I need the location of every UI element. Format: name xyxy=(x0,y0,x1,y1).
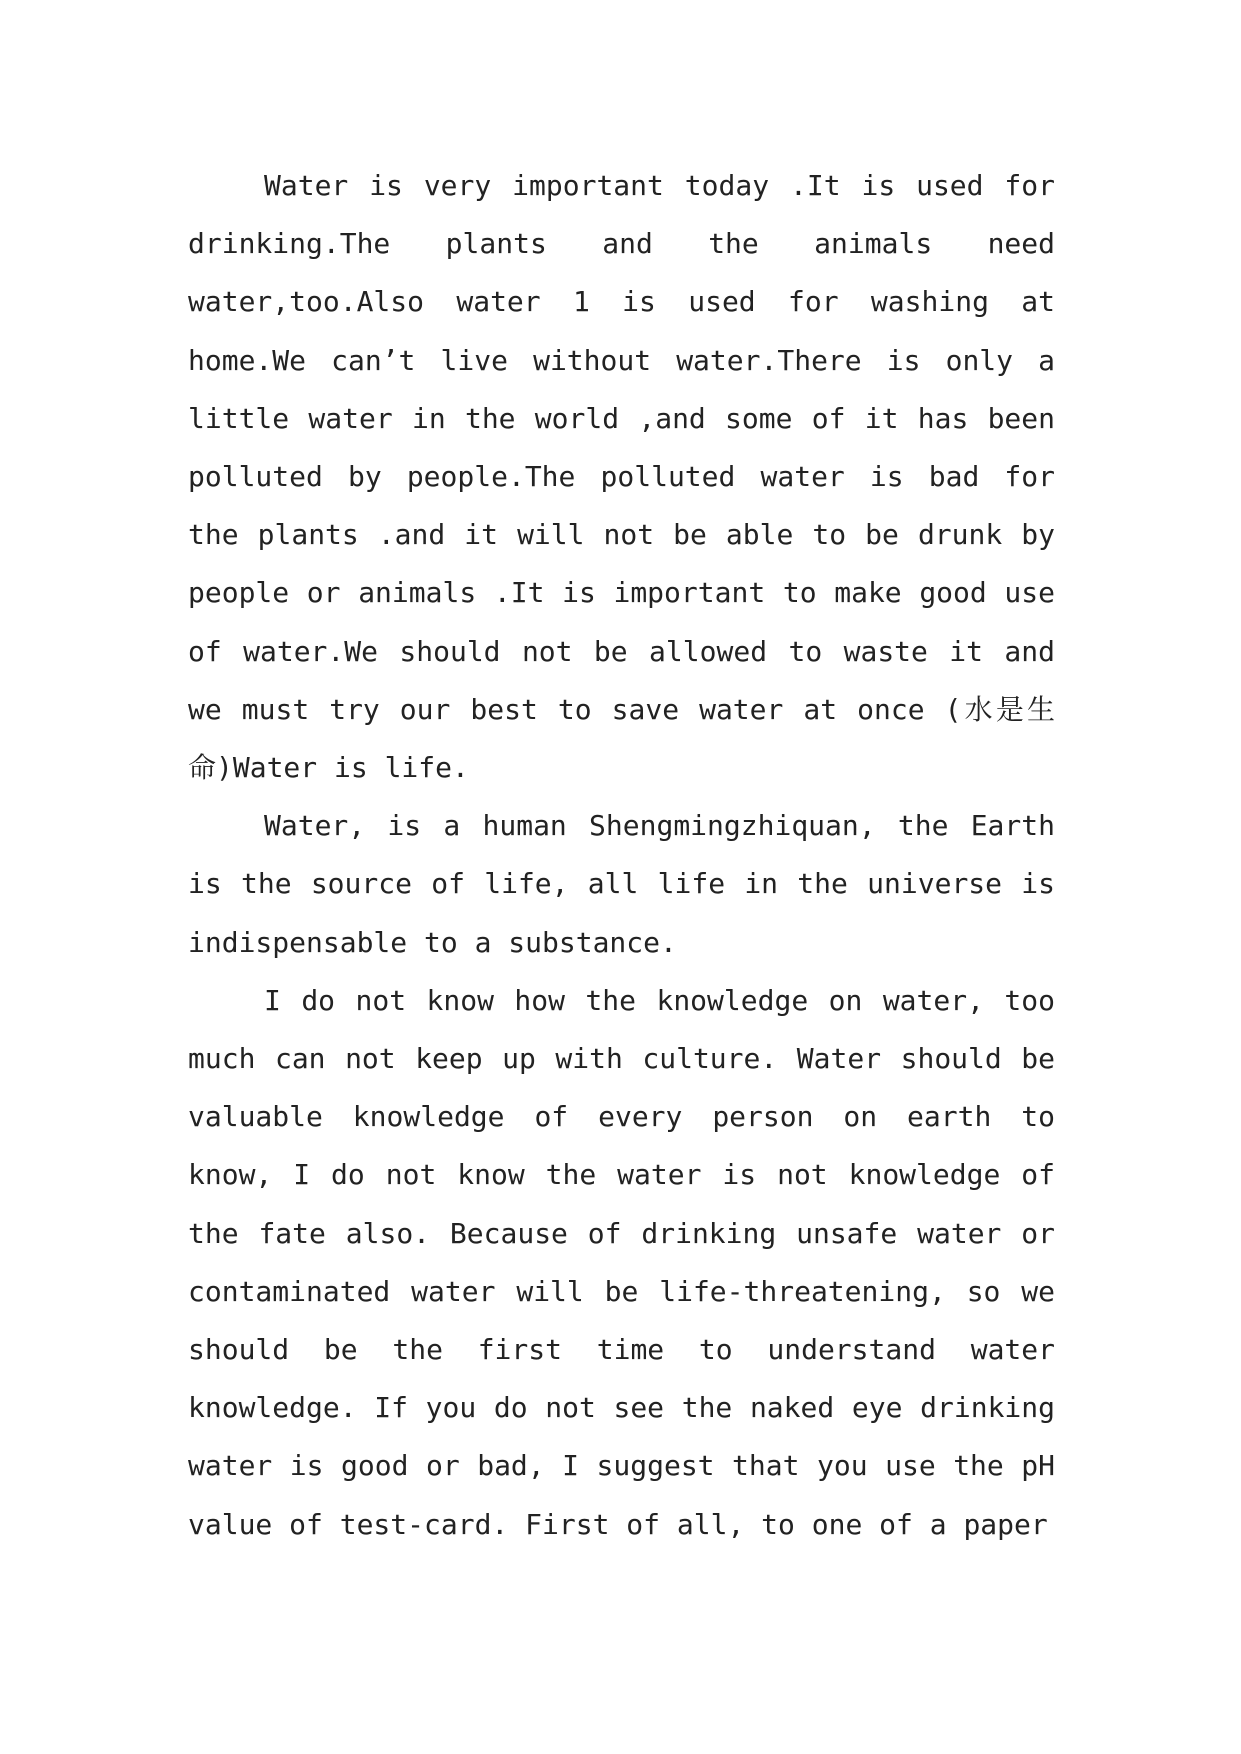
paragraph-3: I do not know how the knowledge on water, too much can not keep up with culture. Water should be valuable knowledge of every person on earth to know, I do not know the water is not knowledge of the fate also. Because of drinking unsafe water or contaminated water will be life-threatening, so we should be the first time to understand water knowledge. If you do not see the naked eye drinking water is good or bad, I suggest that you use the pH value of test-card. First of all, to one of a paper xyxy=(188,983,1055,1541)
paragraph-2: Water, is a human Shengmingzhiquan, the Earth is the source of life, all life in the universe is indispensable to a substance. xyxy=(188,809,1055,959)
document-body xyxy=(188,157,1055,1554)
paragraph-1: Water is very important today .It is used for drinking.The plants and the animals need water,too.Also water 1 is used for washing at home.We can’t live without water.There is only a little water in the world ,and some of it has been polluted by people.The polluted water is bad for the plants .and it will not be able to be drunk by people or animals .It is important to make good use of water.We should not be allowed to waste it and we must try our best to save water at once (水是生命)Water is life. xyxy=(188,169,1055,785)
